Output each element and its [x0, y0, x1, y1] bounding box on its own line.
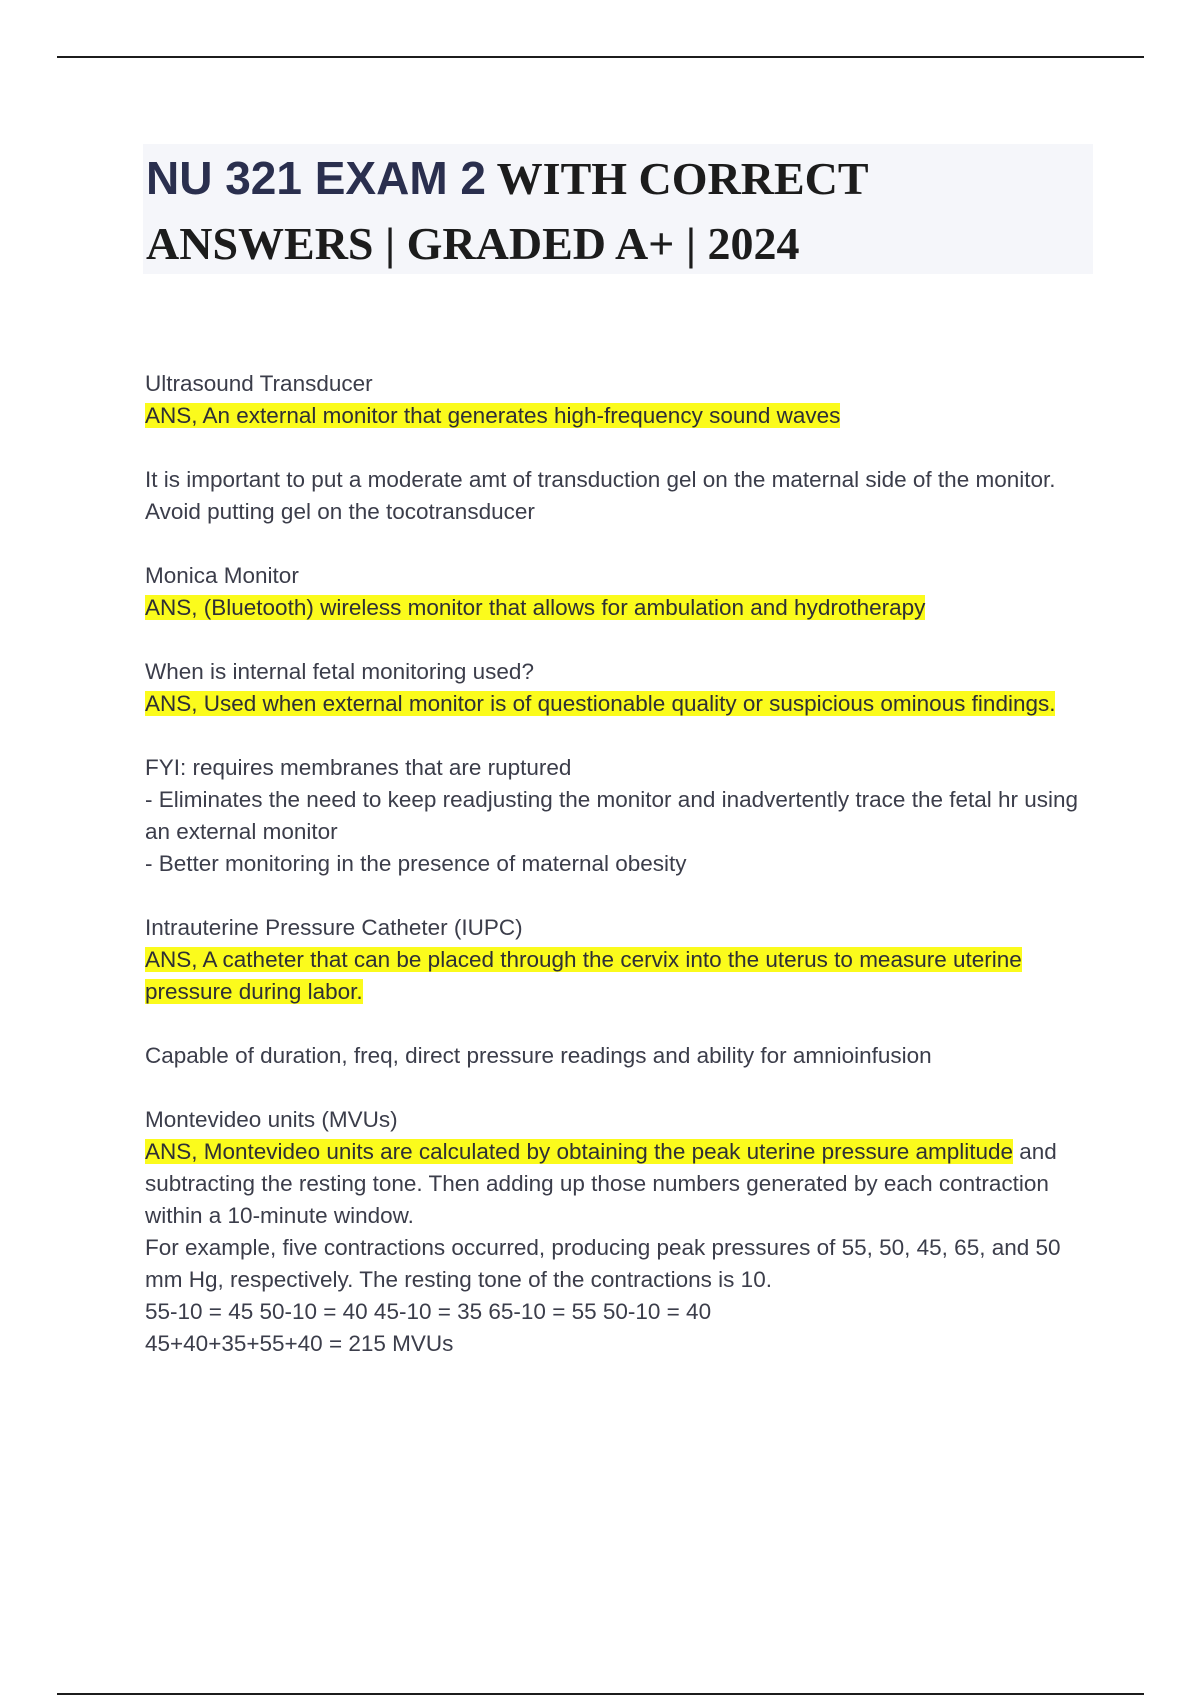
- document-title: [146, 146, 1086, 276]
- answer-highlight: ANS, (Bluetooth) wireless monitor that allows for ambulation and hydrotherapy: [145, 595, 926, 620]
- flashcard-monica-monitor: [145, 560, 1095, 624]
- answer-continuation: and subtracting the resting tone. Then adding up those numbers generated by each contraction within a 10-minute window.: [145, 1139, 1057, 1228]
- answer: [145, 592, 1095, 624]
- term: Montevideo units (MVUs): [145, 1107, 398, 1132]
- answer-highlight: ANS, A catheter that can be placed through the cervix into the uterus to measure uterine pressure during labor.: [145, 947, 1022, 1004]
- example-text: For example, five contractions occurred, producing peak pressures of 55, 50, 45, 65, and 50 mm Hg, respectively. The resting tone of the contractions is 10.: [145, 1235, 1061, 1292]
- term: Intrauterine Pressure Catheter (IUPC): [145, 915, 523, 940]
- note-text: Capable of duration, freq, direct pressure readings and ability for amnioinfusion: [145, 1043, 932, 1068]
- answer-highlight: ANS, Montevideo units are calculated by obtaining the peak uterine pressure amplitude: [145, 1139, 1014, 1164]
- note-text: It is important to put a moderate amt of transduction gel on the maternal side of the monitor. Avoid putting gel on the tocotransducer: [145, 467, 1056, 524]
- note-fyi-membranes: [145, 752, 1095, 880]
- term: Monica Monitor: [145, 563, 299, 588]
- top-rule: [57, 56, 1144, 58]
- note-line: FYI: requires membranes that are ruptured: [145, 755, 572, 780]
- bottom-rule: [57, 1693, 1144, 1695]
- term: When is internal fetal monitoring used?: [145, 659, 534, 684]
- term: Ultrasound Transducer: [145, 371, 373, 396]
- flashcard-content: [145, 368, 1095, 1392]
- title-course-code: NU 321 EXAM 2: [146, 152, 487, 204]
- calculation-total: 45+40+35+55+40 = 215 MVUs: [145, 1331, 454, 1356]
- answer-highlight: ANS, An external monitor that generates high-frequency sound waves: [145, 403, 841, 428]
- answer-highlight: ANS, Used when external monitor is of questionable quality or suspicious ominous findings.: [145, 691, 1056, 716]
- answer: [145, 400, 1095, 432]
- flashcard-iupc: [145, 912, 1095, 1008]
- note-line: - Eliminates the need to keep readjusting the monitor and inadvertently trace the fetal hr using an external monitor: [145, 787, 1079, 844]
- flashcard-montevideo-units: [145, 1104, 1095, 1360]
- answer: [145, 1136, 1095, 1232]
- answer: [145, 944, 1095, 1008]
- flashcard-ultrasound-transducer: [145, 368, 1095, 432]
- title-subtitle: WITH CORRECT ANSWERS | GRADED A+ | 2024: [146, 153, 868, 269]
- note-line: - Better monitoring in the presence of maternal obesity: [145, 851, 687, 876]
- note-iupc-capabilities: [145, 1040, 1095, 1072]
- note-transduction-gel: [145, 464, 1095, 528]
- answer: [145, 688, 1095, 720]
- flashcard-internal-fetal-monitoring: [145, 656, 1095, 720]
- calculation-line: 55-10 = 45 50-10 = 40 45-10 = 35 65-10 = 55 50-10 = 40: [145, 1299, 712, 1324]
